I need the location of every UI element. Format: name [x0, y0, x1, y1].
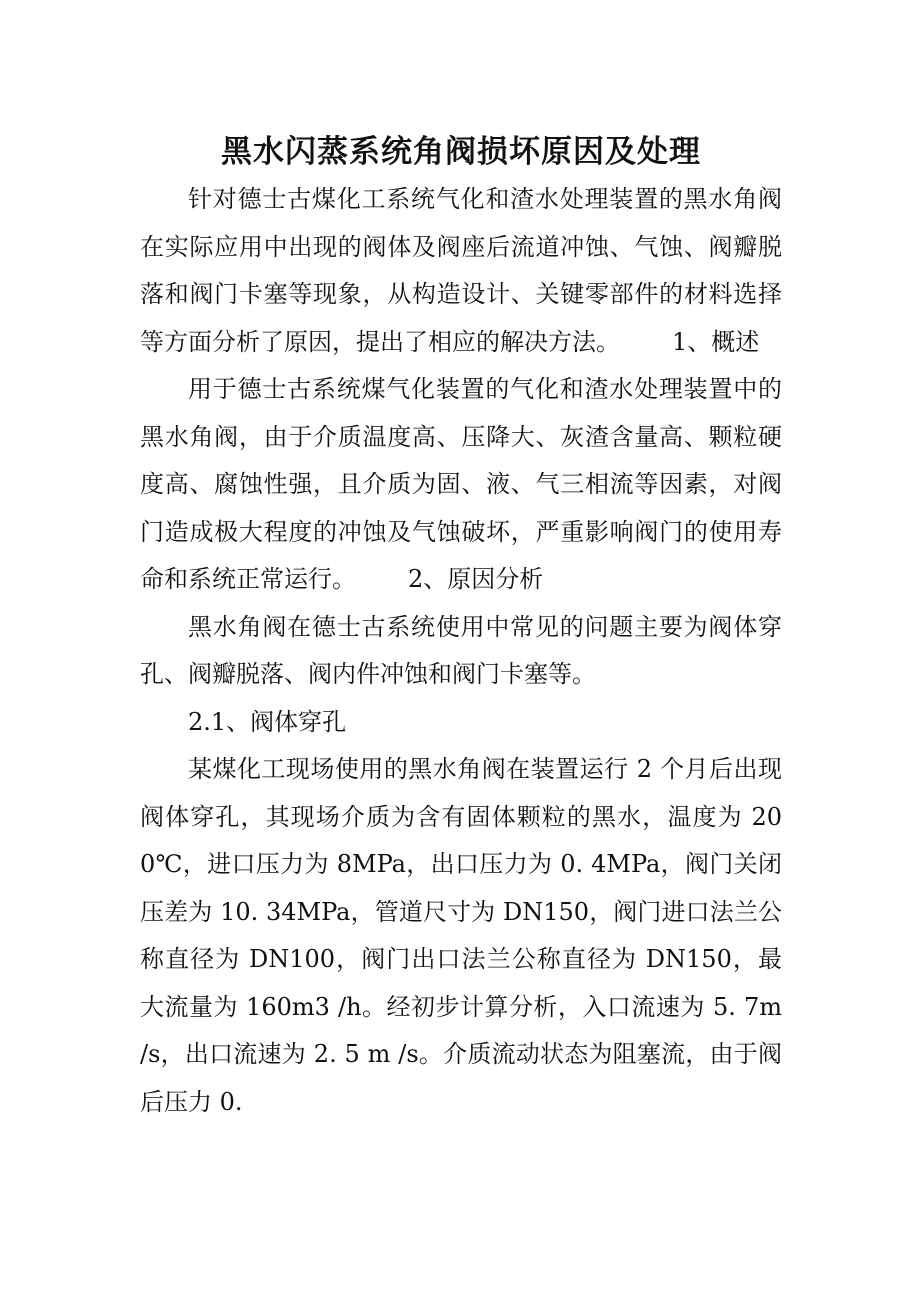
paragraph-overview [140, 366, 782, 604]
paragraph-case-study-text: 某煤化工现场使用的黑水角阀在装置运行 2 个月后出现阀体穿孔，其现场介质为含有固体颗粒的黑水，温度为 200℃，进口压力为 8MPa，出口压力为 0. 4MPa，阀门关闭压差为 10. 34MPa，管道尺寸为 DN150，阀门进口法兰公称直径为 DN100，阀门出口法兰公称直径为 DN150，最大流量为 160m3 /h。经初步计算分析，入口流速为 5. 7m /s，出口流速为 2. 5 m /s。介质流动状态为阻塞流，由于阀后压力 0. [140, 755, 782, 1116]
paragraph-case-study [140, 746, 782, 1126]
paragraph-intro [140, 176, 782, 366]
paragraph-common-problems-text: 黑水角阀在德士古系统使用中常见的问题主要为阀体穿孔、阀瓣脱落、阀内件冲蚀和阀门卡塞等。 [140, 612, 782, 688]
section-heading-cause-analysis: 2、原因分析 [408, 565, 544, 593]
section-heading-overview: 1、概述 [672, 327, 760, 356]
document-page [140, 128, 782, 1126]
document-title: 黑水闪蒸系统角阀损坏原因及处理 [221, 134, 701, 170]
paragraph-overview-text: 用于德士古系统煤气化装置的气化和渣水处理装置中的黑水角阀，由于介质温度高、压降大、灰渣含量高、颗粒硬度高、腐蚀性强，且介质为固、液、气三相流等因素，对阀门造成极大程度的冲蚀及气蚀破坏，严重影响阀门的使用寿命和系统正常运行。 [140, 375, 782, 593]
paragraph-common-problems [140, 604, 782, 699]
subsection-heading-text: 2.1、阀体穿孔 [188, 707, 347, 736]
paragraph-intro-text: 针对德士古煤化工系统气化和渣水处理装置的黑水角阀在实际应用中出现的阀体及阀座后流道冲蚀、气蚀、阀瓣脱落和阀门卡塞等现象，从构造设计、关键零部件的材料选择等方面分析了原因，提出了相应的解决方法。 [140, 185, 782, 356]
subsection-heading-valve-body-perforation [140, 699, 782, 747]
